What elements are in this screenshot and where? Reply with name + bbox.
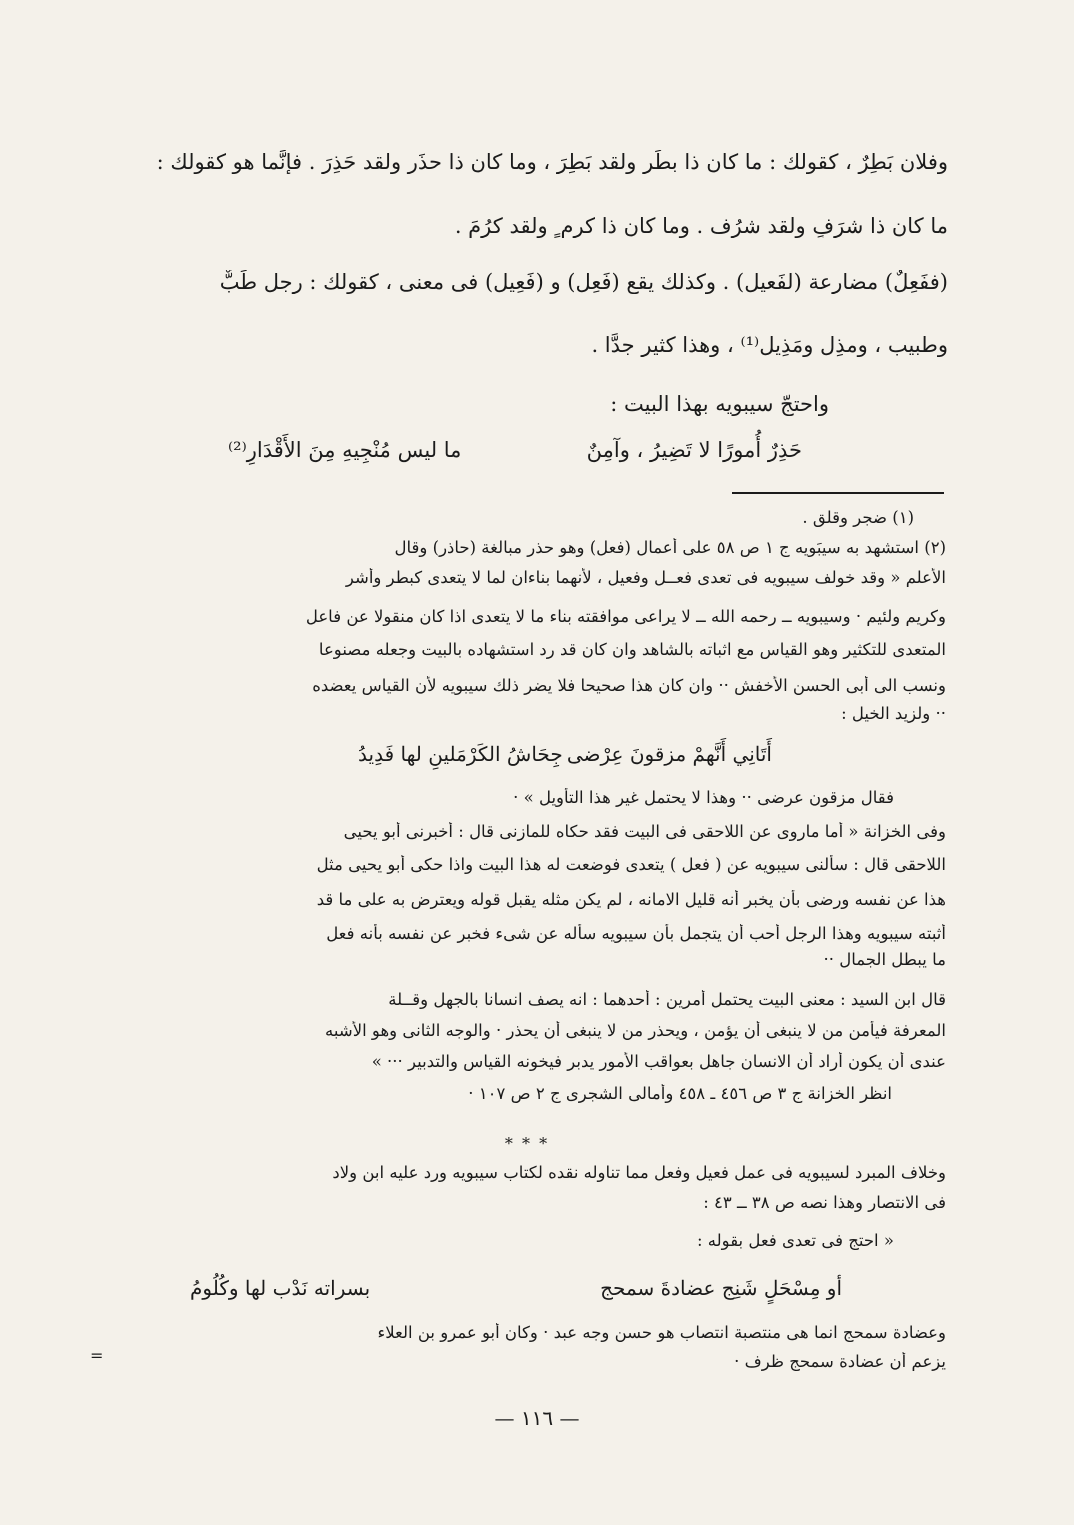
verse-first-hemistich: أَتَانِي أَنَّهمْ مزقونَ عِرْضى <box>566 742 772 766</box>
footnote-line: المعرفة فيأمن من لا ينبغى أن يؤمن ، ويحذر من لا ينبغى أن يحذر · والوجه الثانى وهو الأشبه <box>325 1021 946 1040</box>
footnote-line: (١) ضجر وقلق . <box>802 508 914 527</box>
footnote-line: يزعم أن عضادة سمحج ظرف · <box>734 1352 946 1371</box>
footnote-line: ونسب الى أبى الحسن الأخفش ·· وان كان هذا صحيحا فلا يضر ذلك سيبويه لأن القياس يعضده <box>312 676 946 695</box>
verse-second-hemistich: جِحَاشُ الكَرْمَلينِ لها فَدِيدُ <box>358 742 563 766</box>
footnote-rule <box>732 492 944 494</box>
footnote-line: عندى أن يكون أراد أن الانسان جاهل بعواقب الأمور يدبر فيخونه القياس والتدبير ··· » <box>371 1052 946 1071</box>
verse-second-hemistich: ما ليس مُنْجِيهِ مِنَ الأَقْدَارِ⁽²⁾ <box>228 438 462 462</box>
footnote-line: ما يبطل الجمال ·· <box>823 950 946 969</box>
footnote-line: وعضادة سمحج انما هى منتصبة انتصاب هو حسن وجه عبد · وكان أبو عمرو بن العلاء <box>377 1323 946 1342</box>
footnote-line: الأعلم « وقد خولف سيبويه فى تعدى فعــل وفعيل ، لأنهما بناءان لما لا يتعدى كبطر وأشر <box>345 568 946 587</box>
body-line: وفلان بَطِرٌ ، كقولك : ما كان ذا بطَرٍ ولقد بَطِرَ ، وما كان ذا حذَر ولقد حَذِرَ . فإنَّما هو كقولك : <box>156 150 948 174</box>
page-number: — ١١٦ — <box>494 1406 580 1430</box>
footnote-line: (٢) استشهد به سيبَويه ج ١ ص ٥٨ على أعمال (فعل) وهو حذر مبالغة (حاذر) وقال <box>394 538 946 557</box>
footnote-line: انظر الخزانة ج ٣ ص ٤٥٦ ـ ٤٥٨ وأمالى الشجرى ج ٢ ص ١٠٧ · <box>468 1084 892 1103</box>
verse-first-hemistich: أو مِسْحَلٍ شَنِج عضادةَ سمحج <box>600 1276 842 1300</box>
footnote-line: وفى الخزانة « أما ماروى عن اللاحقى فى البيت فقد حكاه للمازنى قال : أخبرنى أبو يحيى <box>343 822 946 841</box>
footnote-line: وكريم ولئيم · وسيبويه ــ رحمه الله ــ لا يراعى موافقته بناء ما لا يتعدى اذا كان منقولا عن فاعل <box>305 607 946 626</box>
footnote-line: ·· ولزيد الخيل : <box>841 704 946 723</box>
footnote-line: قال ابن السيد : معنى البيت يحتمل أمرين : أحدهما : انه يصف انسانا بالجهل وقــلة <box>388 990 946 1009</box>
body-line: واحتجّ سيبويه بهذا البيت : <box>610 392 829 416</box>
body-line: (ففَعِلٌ) مضارعة (لفَعيل) . وكذلك يقع (فَعِل) و (فَعِيل) فى معنى ، كقولك : رجل طَبٌّ <box>219 270 948 294</box>
body-line: وطبيب ، ومذِل ومَذِيل⁽¹⁾ ، وهذا كثير جدًّا . <box>591 333 948 357</box>
footnote-line: المتعدى للتكثير وهو القياس مع اثباته بالشاهد وان كان قد رد استشهاده بالبيت وجعله مصنوعا <box>318 640 946 659</box>
footnote-line: هذا عن نفسه ورضى بأن يخبر أنه قليل الامانه ، لم يكن مثله يقبل قوله ويعترض به على ما قد <box>316 890 946 909</box>
footnote-line: فقال مزقون عرضى ·· وهذا لا يحتمل غير هذا التأويل » · <box>513 788 894 807</box>
continuation-mark: = <box>90 1346 104 1365</box>
footnote-line: اللاحقى قال : سألنى سيبويه عن ( فعل ) يتعدى فوضعت له هذا البيت واذا حكى أبو يحيى مثل <box>316 855 946 874</box>
footnote-line: فى الانتصار وهذا نصه ص ٣٨ ــ ٤٣ : <box>703 1193 946 1212</box>
section-separator: * * * <box>504 1134 550 1153</box>
verse-first-hemistich: حَذِرٌ أُمورًا لا تَضِيرُ ، وآمِنٌ <box>586 438 802 462</box>
body-line: ما كان ذا شرَفٍ ولقد شرُف . وما كان ذا كرم ٍ ولقد كرُمَ . <box>454 214 948 238</box>
verse-second-hemistich: بسراته نَدْب لها وكُلُومُ <box>190 1276 371 1300</box>
footnote-line: وخلاف المبرد لسيبويه فى عمل فعيل وفعل مما تناوله نقده لكتاب سيبويه ورد عليه ابن ولاد <box>332 1163 946 1182</box>
footnote-line: « احتج فى تعدى فعل بقوله : <box>697 1231 894 1250</box>
footnote-line: أثبته سيبويه وهذا الرجل أحب أن يتجمل بأن سيبويه سأله عن شىء فخبر عن نفسه بأنه فعل <box>326 924 946 943</box>
